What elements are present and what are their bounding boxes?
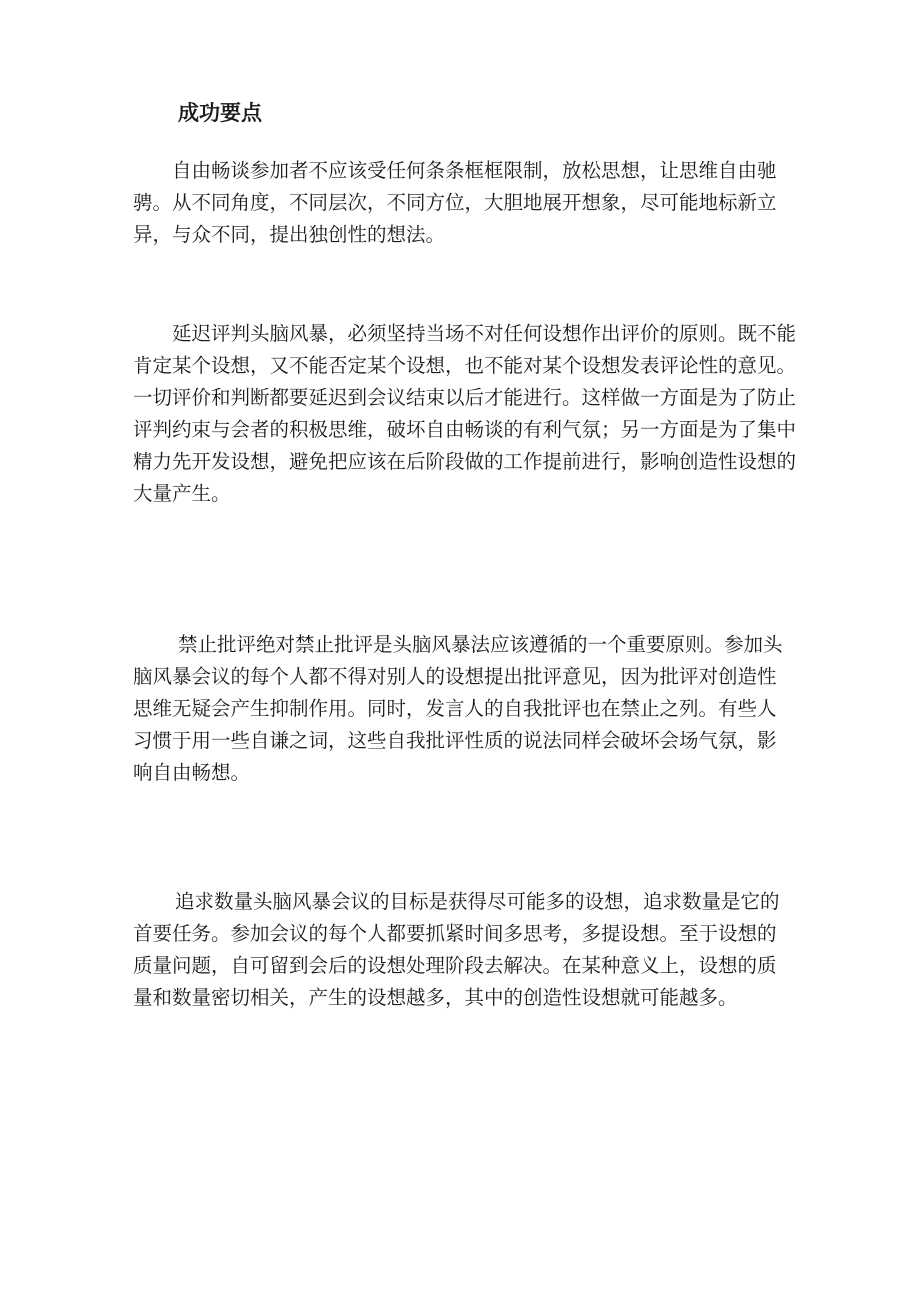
- paragraph-line: 量和数量密切相关，产生的设想越多，其中的创造性设想就可能越多。: [133, 986, 738, 1009]
- paragraph-line: 骋。从不同角度，不同层次，不同方位，大胆地展开想象，尽可能地标新立: [133, 191, 777, 214]
- paragraph-line: 思维无疑会产生抑制作用。同时，发言人的自我批评也在禁止之列。有些人: [133, 697, 777, 720]
- paragraph-line: 首要任务。参加会议的每个人都要抓紧时间多思考，多提设想。至于设想的: [133, 922, 777, 945]
- paragraph-line: 异，与众不同，提出独创性的想法。: [133, 223, 446, 246]
- paragraph-line: 肯定某个设想，又不能否定某个设想，也不能对某个设想发表评论性的意见。: [133, 354, 797, 377]
- paragraph-pursue-quantity: [133, 886, 780, 1014]
- paragraph-line: 一切评价和判断都要延迟到会议结束以后才能进行。这样做一方面是为了防止: [133, 386, 797, 409]
- paragraph-line: 脑风暴会议的每个人都不得对别人的设想提出批评意见，因为批评对创造性: [133, 665, 777, 688]
- paragraph-line: 质量问题，自可留到会后的设想处理阶段去解决。在某种意义上，设想的质: [133, 954, 777, 977]
- paragraph-line: 精力先开发设想，避免把应该在后阶段做的工作提前进行，影响创造性设想的: [133, 450, 797, 473]
- paragraph-line: 大量产生。: [133, 482, 231, 505]
- paragraph-line: 自由畅谈参加者不应该受任何条条框框限制，放松思想，让思维自由驰: [172, 159, 777, 182]
- page-title: 成功要点: [178, 101, 262, 125]
- paragraph-line: 响自由畅想。: [133, 761, 251, 784]
- paragraph-defer-judgment: [133, 318, 796, 510]
- paragraph-no-criticism: [133, 629, 783, 789]
- paragraph-line: 延迟评判头脑风暴，必须坚持当场不对任何设想作出评价的原则。既不能: [172, 322, 797, 345]
- paragraph-line: 追求数量头脑风暴会议的目标是获得尽可能多的设想，追求数量是它的: [175, 890, 780, 913]
- paragraph-line: 禁止批评绝对禁止批评是头脑风暴法应该遵循的一个重要原则。参加头: [178, 633, 783, 656]
- paragraph-free-discussion: [133, 155, 777, 251]
- paragraph-line: 习惯于用一些自谦之词，这些自我批评性质的说法同样会破坏会场气氛，影: [133, 729, 777, 752]
- paragraph-line: 评判约束与会者的积极思维，破坏自由畅谈的有利气氛；另一方面是为了集中: [133, 418, 797, 441]
